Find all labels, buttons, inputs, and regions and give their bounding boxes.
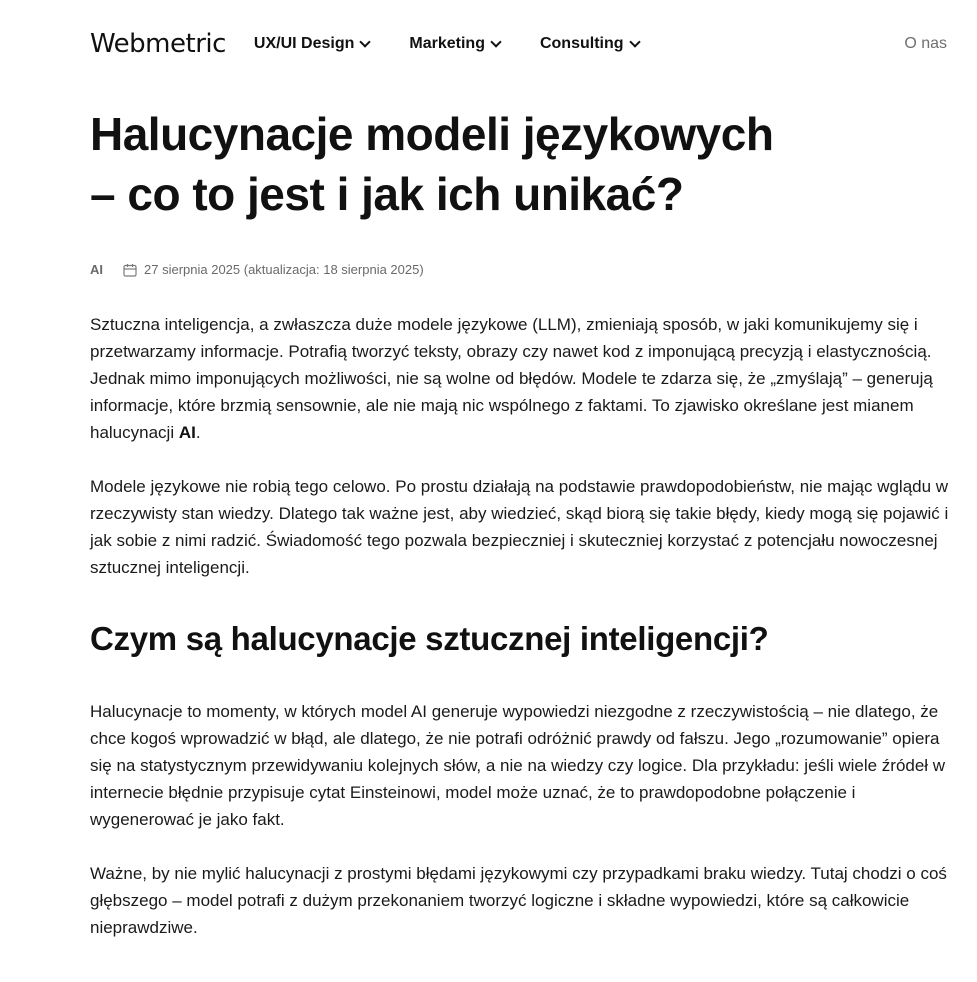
paragraph-intro-end: .	[195, 423, 201, 442]
nav-item-label: UX/UI Design	[253, 35, 355, 52]
chevron-down-icon	[490, 36, 501, 47]
article-meta	[90, 262, 424, 277]
nav-item-marketing[interactable]	[409, 35, 500, 53]
calendar-icon	[123, 263, 137, 277]
nav-item-label: Marketing	[409, 35, 485, 52]
top-navigation	[90, 24, 947, 64]
publish-date: 27 sierpnia 2025 (aktualizacja: 18 sierpnia 2025)	[144, 262, 424, 277]
nav-link-about[interactable]: O nas	[904, 35, 947, 52]
paragraph-2: Modele językowe nie robią tego celowo. Po prostu działają na podstawie prawdopodobieństw, nie mając wglądu w rzeczywisty stan wiedzy. Dlatego tak ważne jest, aby wiedzieć, skąd biorą się takie błędy, kiedy mogą się pojawić i jak sobie z nimi radzić. Świadomość tego pozwala bezpieczniej i skuteczniej korzystać z potencjału nowoczesnej sztucznej inteligencji.	[90, 477, 949, 577]
chevron-down-icon	[360, 36, 371, 47]
paragraph-3: Halucynacje to momenty, w których model AI generuje wypowiedzi niezgodne z rzeczywistością – nie dlatego, że chce kogoś wprowadzić w błąd, ale dlatego, że nie potrafi odróżnić prawdy od fałszu. Jego „rozumowanie” opiera się na statystycznym przewidywaniu kolejnych słów, a nie na wiedzy czy logice. Dla przykładu: jeśli wiele źródeł w internecie błędnie przypisuje cytat Einsteinowi, model może uznać, że to prawdopodobne połączenie i wygenerować je jako fakt.	[90, 702, 946, 829]
paragraph-intro	[90, 311, 962, 446]
paragraph-intro-text: Sztuczna inteligencja, a zwłaszcza duże modele językowe (LLM), zmieniają sposób, w jaki komunikujemy się i przetwarzamy informacje. Potrafią tworzyć teksty, obrazy czy nawet kod z imponującą precyzją i elastycznością. Jednak mimo imponujących możliwości, nie są wolne od błędów. Modele te zdarza się, że „zmyślają” – generują informacje, które brzmią sensownie, ale nie mają nic wspólnego z faktami. To zjawisko określane jest mianem halucynacji	[90, 315, 933, 442]
title-line-1: Halucynacje modeli językowych	[90, 108, 774, 160]
section-heading: Czym są halucynacje sztucznej inteligencji?	[90, 620, 769, 657]
ai-link[interactable]: AI	[178, 423, 196, 442]
nav-item-consulting[interactable]	[540, 35, 639, 53]
title-line-2: – co to jest i jak ich unikać?	[90, 168, 684, 220]
page-title	[90, 104, 890, 224]
chevron-down-icon	[629, 36, 640, 47]
article-body	[90, 311, 962, 968]
category-tag[interactable]: AI	[90, 262, 103, 277]
paragraph-4: Ważne, by nie mylić halucynacji z prostymi błędami językowymi czy przypadkami braku wiedzy. Tutaj chodzi o coś głębszego – model potrafi z dużym przekonaniem tworzyć logiczne i składne wypowiedzi, które są całkowicie nieprawdziwe.	[90, 864, 947, 937]
nav-item-ux-ui-design[interactable]	[254, 35, 369, 53]
nav-item-label: Consulting	[539, 35, 624, 52]
webmetric-logo[interactable]: Webmetric	[90, 29, 226, 59]
